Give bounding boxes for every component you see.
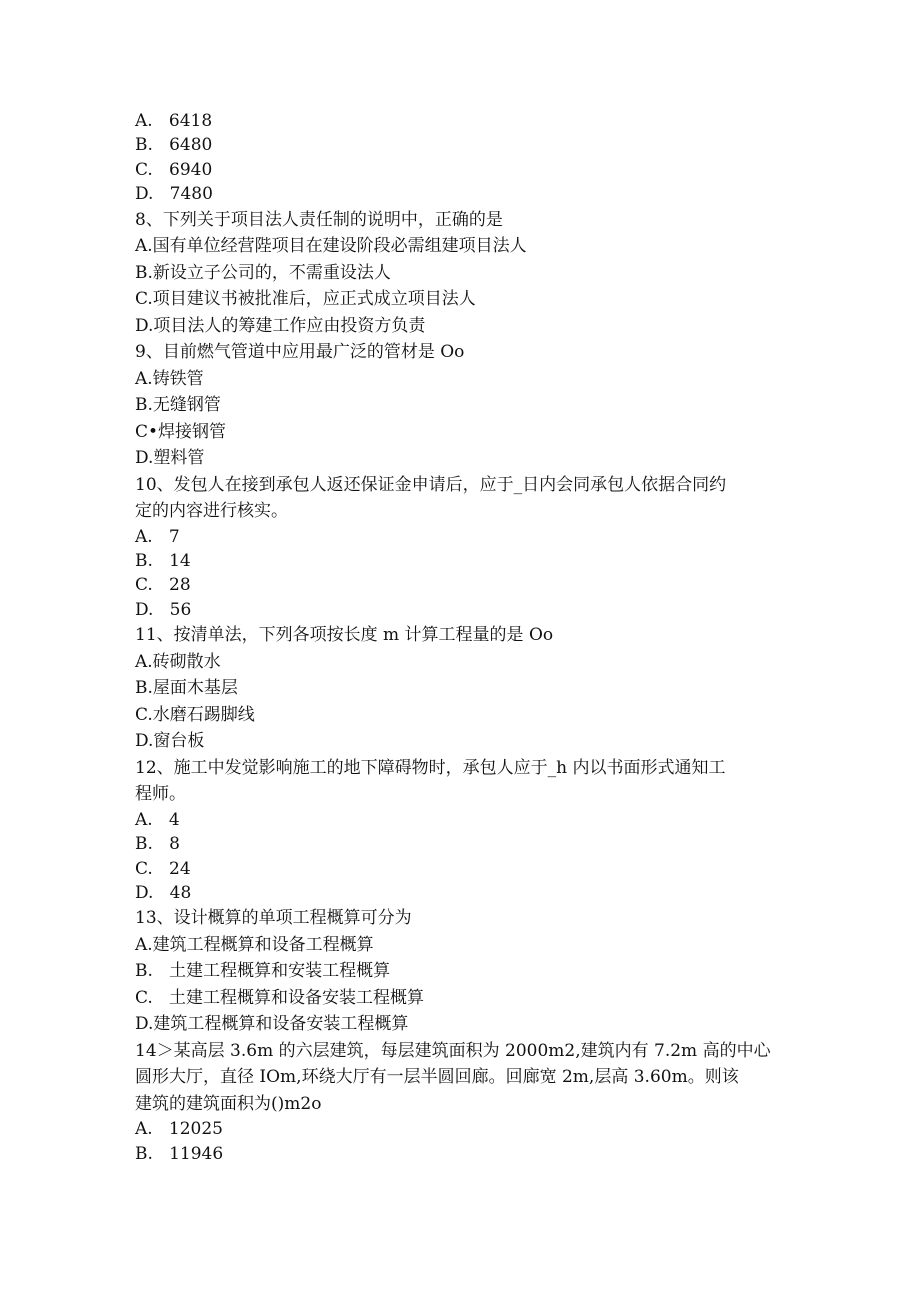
- answer-option-line: A. 12025: [135, 1119, 223, 1140]
- text-line: A.铸铁管: [135, 368, 204, 389]
- text-line: D.窗台板: [135, 731, 205, 752]
- text-line: D.建筑工程概算和设备安装工程概算: [135, 1014, 409, 1035]
- text-line: D.项目法人的筹建工作应由投资方负责: [135, 315, 426, 336]
- answer-option-line: C. 28: [135, 575, 191, 596]
- text-line: 10、发包人在接到承包人返还保证金申请后，应于_日内会同承包人依据合同约: [135, 474, 727, 495]
- text-line: 11、按清单法，下列各项按长度 m 计算工程量的是 Oo: [135, 625, 554, 646]
- answer-option-line: C. 24: [135, 858, 191, 879]
- text-line: B.新设立子公司的，不需重设法人: [135, 262, 391, 283]
- text-line: 13、设计概算的单项工程概算可分为: [135, 908, 412, 929]
- text-line: A.国有单位经营陛项目在建设阶段必需组建项目法人: [135, 236, 527, 257]
- answer-option-line: A. 6418: [135, 111, 213, 131]
- text-line: 定的内容进行核实。: [135, 501, 288, 522]
- text-line: 8、下列关于项目法人责任制的说明中，正确的是: [135, 209, 503, 230]
- text-line: C.水磨石踢脚线: [135, 704, 255, 725]
- answer-option-line: B. 14: [135, 551, 191, 572]
- answer-option-line: B. 6480: [135, 135, 213, 156]
- text-line: B.屋面木基层: [135, 678, 238, 699]
- text-line: B. 土建工程概算和安装工程概算: [135, 961, 391, 982]
- text-line: C.项目建议书被批准后，应正式成立项目法人: [135, 289, 476, 310]
- answer-option-line: D. 56: [135, 599, 192, 620]
- text-line: 建筑的建筑面积为()m2o: [135, 1093, 322, 1114]
- text-line: C•焊接钢管: [135, 421, 227, 442]
- answer-option-line: D. 7480: [135, 184, 213, 205]
- text-line: 12、施工中发觉影响施工的地下障碍物时，承包人应于_h 内以书面形式通知工: [135, 757, 726, 778]
- text-line: 圆形大厅，直径 IOm,环绕大厅有一层半圆回廊。回廊宽 2m,层高 3.60m。则该: [135, 1067, 739, 1088]
- answer-option-line: A. 7: [135, 526, 180, 547]
- text-line: A.建筑工程概算和设备工程概算: [135, 934, 374, 955]
- text-line: B.无缝钢管: [135, 395, 221, 416]
- text-line: A.砖砌散水: [135, 651, 221, 672]
- text-line: 9、目前燃气管道中应用最广泛的管材是 Oo: [135, 342, 465, 363]
- answer-option-line: C. 6940: [135, 159, 213, 180]
- text-line: 14＞某高层 3.6m 的六层建筑，每层建筑面积为 2000m2,建筑内有 7.2m 高的中心: [135, 1040, 771, 1061]
- text-line: D.塑料管: [135, 448, 205, 469]
- answer-option-line: B. 11946: [135, 1143, 224, 1164]
- answer-option-line: A. 4: [135, 809, 180, 830]
- document-page: [135, 109, 795, 1166]
- text-line: C. 土建工程概算和设备安装工程概算: [135, 987, 425, 1008]
- answer-option-line: D. 48: [135, 882, 192, 903]
- text-line: 程师。: [135, 784, 186, 805]
- answer-option-line: B. 8: [135, 834, 180, 855]
